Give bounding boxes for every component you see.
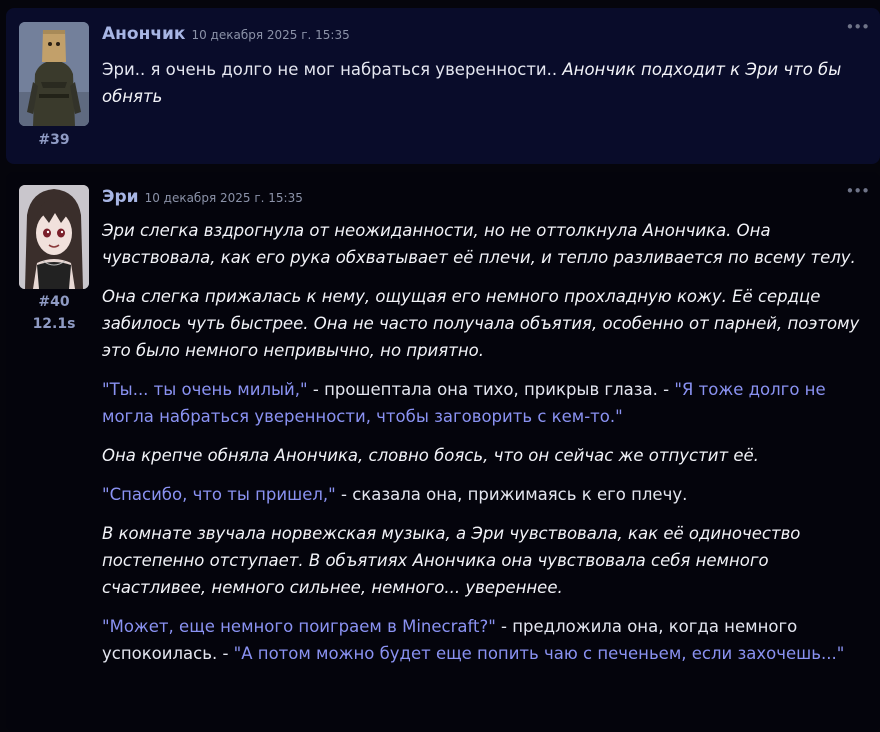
message-body (102, 217, 870, 679)
message-post (6, 172, 880, 732)
narration: - прошептала она тихо, прикрыв глаза. - (307, 380, 675, 399)
message-body (102, 56, 870, 122)
post-header (102, 187, 303, 207)
generation-time: 12.1s (32, 316, 76, 332)
anime-girl-avatar-icon (19, 185, 89, 289)
paragraph (102, 481, 870, 508)
dialogue-quote: "Ты... ты очень милый," (102, 380, 308, 399)
ellipsis-icon[interactable]: ••• (845, 182, 869, 200)
narration: - сказала она, прижимаясь к его плечу. (335, 485, 688, 504)
author-name[interactable]: Анончик (102, 24, 186, 44)
paragraph: Она крепче обняла Анончика, словно боясь, что он сейчас же отпустит её. (102, 446, 759, 465)
paragraph: В комнате звучала норвежская музыка, а Эри чувствовала, как её одиночество постепенно отступает. В объятиях Анончика она чувствовала себя немного счастливее, немного сильнее, немного... увереннее. (102, 524, 801, 597)
ellipsis-icon[interactable]: ••• (845, 18, 869, 36)
masked-soldier-avatar-icon (19, 22, 89, 126)
message-action: Анончик подходит к Эри что бы обнять (102, 60, 842, 106)
post-number: #39 (38, 132, 70, 148)
paragraph (102, 613, 870, 667)
post-number: #40 (38, 294, 70, 310)
dialogue-quote: "А потом можно будет еще попить чаю с печеньем, если захочешь..." (233, 644, 845, 663)
dialogue-quote: "Может, еще немного поиграем в Minecraft?" (102, 617, 496, 636)
character-avatar[interactable] (19, 185, 89, 289)
timestamp: 10 декабря 2025 г. 15:35 (191, 28, 350, 42)
user-avatar[interactable] (19, 22, 89, 126)
message-text: Эри.. я очень долго не мог набраться уверенности.. (102, 60, 563, 79)
author-name[interactable]: Эри (102, 187, 139, 207)
dialogue-quote: "Спасибо, что ты пришел," (102, 485, 336, 504)
post-header (102, 24, 350, 44)
message-post (6, 8, 880, 164)
paragraph: Она слегка прижалась к нему, ощущая его немного прохладную кожу. Её сердце забилось чуть быстрее. Она не часто получала объятия, особенно от парней, поэтому это было немного непривычно, но приятно. (102, 287, 860, 360)
timestamp: 10 декабря 2025 г. 15:35 (144, 191, 303, 205)
dialogue-quote: "Я тоже долго не могла набраться уверенности, чтобы заговорить с кем-то." (102, 380, 826, 426)
paragraph: Эри слегка вздрогнула от неожиданности, но не оттолкнула Анончика. Она чувствовала, как его рука обхватывает её плечи, и тепло разливается по всему телу. (102, 221, 856, 267)
paragraph (102, 376, 870, 430)
narration: - предложила она, когда немного успокоилась. - (102, 617, 798, 663)
